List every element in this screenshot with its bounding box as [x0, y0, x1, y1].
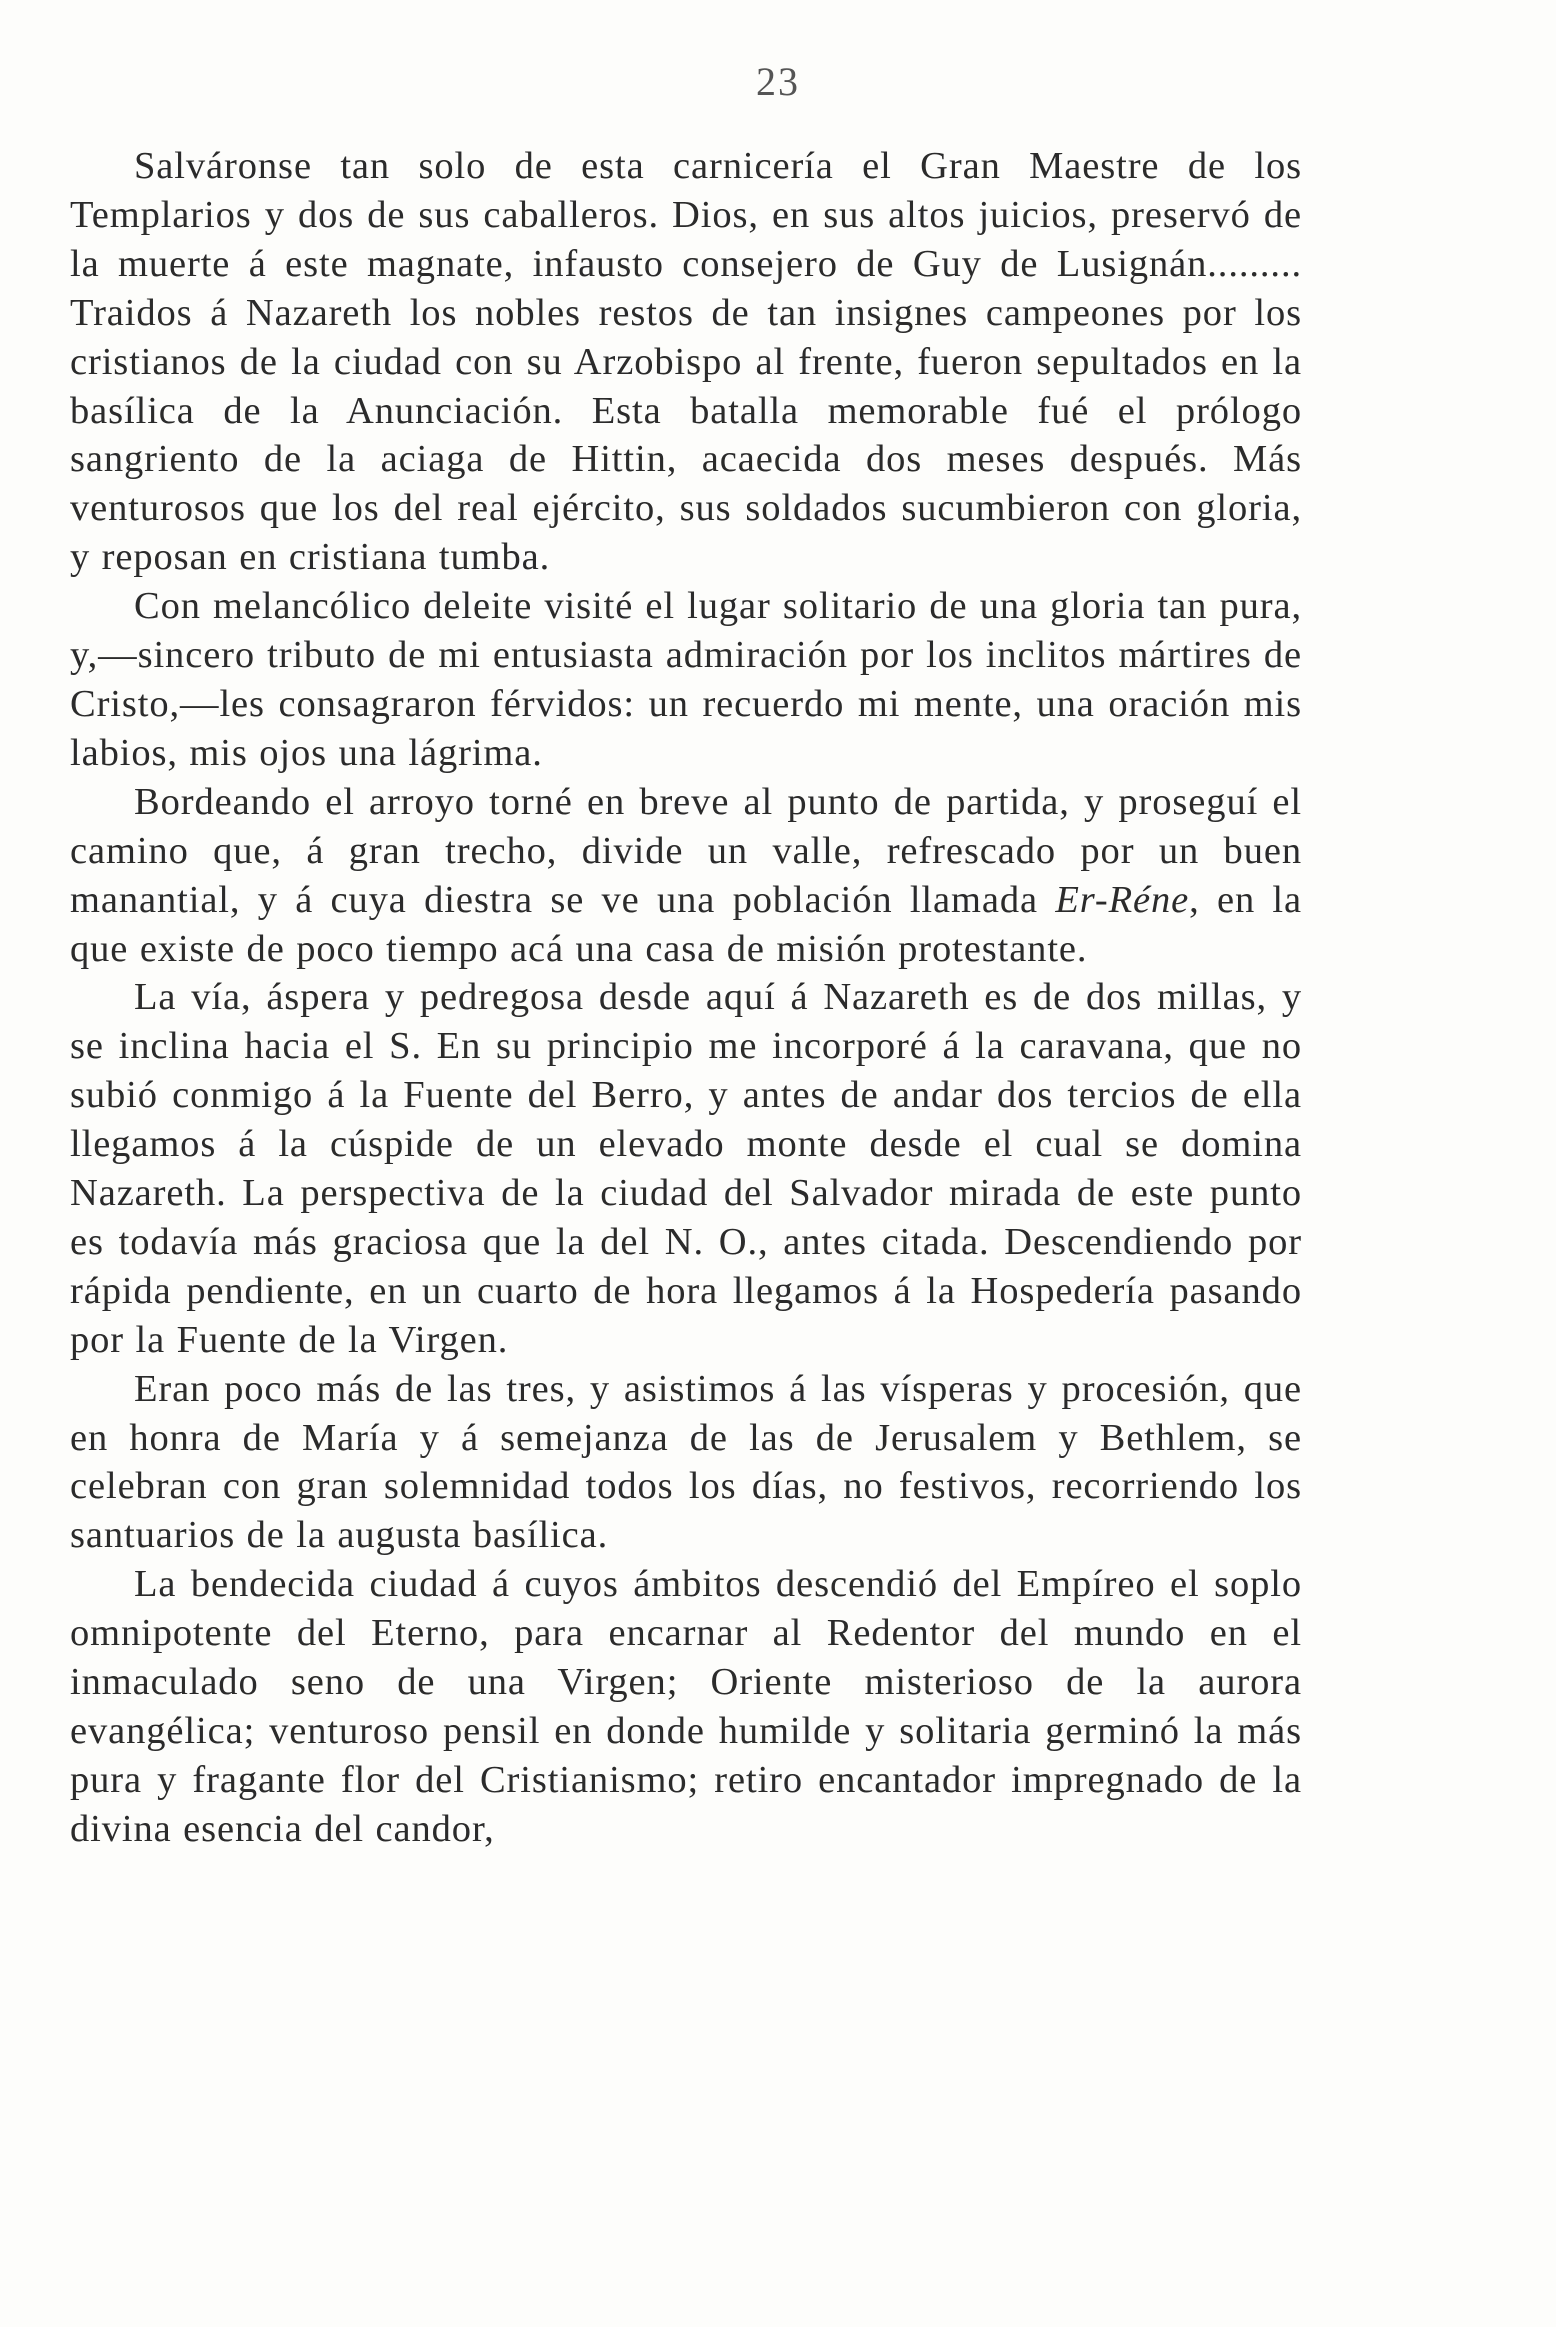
paragraph — [70, 778, 1302, 974]
page-number: 23 — [756, 59, 800, 104]
body-text — [70, 142, 1302, 1854]
paragraph-text: , en la que existe de poco tiempo acá una casa de misión protestante. — [70, 878, 1302, 970]
paragraph: Eran poco más de las tres, y asistimos á las vísperas y procesión, que en honra de María y á semejanza de las de Jerusalem y Bethlem, se celebran con gran solemnidad todos los días, no festivos, recorriendo los santuarios de la augusta basílica. — [70, 1367, 1302, 1557]
paragraph: La bendecida ciudad á cuyos ámbitos descendió del Empíreo el soplo omnipotente del Eterno, para encarnar al Redentor del mundo en el inmaculado seno de una Virgen; Oriente misterioso de la aurora evangélica; venturoso pensil en donde humilde y solitaria germinó la más pura y fragante flor del Cristianismo; retiro encantador impregnado de la divina esencia del candor, — [70, 1563, 1302, 1850]
paragraph: La vía, áspera y pedregosa desde aquí á Nazareth es de dos millas, y se inclina hacia el S. En su principio me incorporé á la caravana, que no subió conmigo á la Fuente del Berro, y antes de andar dos tercios de ella llegamos á la cúspide de un elevado monte desde el cual se domina Nazareth. La perspectiva de la ciudad del Salvador mirada de este punto es todavía más graciosa que la del N. O., antes citada. Descendiendo por rápida pendiente, en un cuarto de hora llegamos á la Hospedería pasando por la Fuente de la Virgen. — [70, 976, 1302, 1361]
paragraph: Con melancólico deleite visité el lugar solitario de una gloria tan pura, y,—sincero tributo de mi entusiasta admiración por los inclitos mártires de Cristo,—les consagraron férvidos: un recuerdo mi mente, una oración mis labios, mis ojos una lágrima. — [70, 585, 1302, 774]
paragraph-text: Bordeando el arroyo torné en breve al punto de partida, y proseguí el camino que, á gran trecho, divide un valle, refrescado por un buen manantial, y á cuya diestra se ve una población llamada — [70, 780, 1302, 921]
paragraph: Salváronse tan solo de esta carnicería el Gran Maestre de los Templarios y dos de sus caballeros. Dios, en sus altos juicios, preservó de la muerte á este magnate, infausto consejero de Guy de Lusignán......... Traidos á Nazareth los nobles restos de tan insignes campeones por los cristianos de la ciudad con su Arzobispo al frente, fueron sepultados en la basílica de la Anunciación. Esta batalla memorable fué el prólogo sangriento de la aciaga de Hittin, acaecida dos meses después. Más venturosos que los del real ejército, sus soldados sucumbieron con gloria, y reposan en cristiana tumba. — [70, 145, 1302, 579]
place-name-italic: Er-Réne — [1055, 878, 1190, 921]
